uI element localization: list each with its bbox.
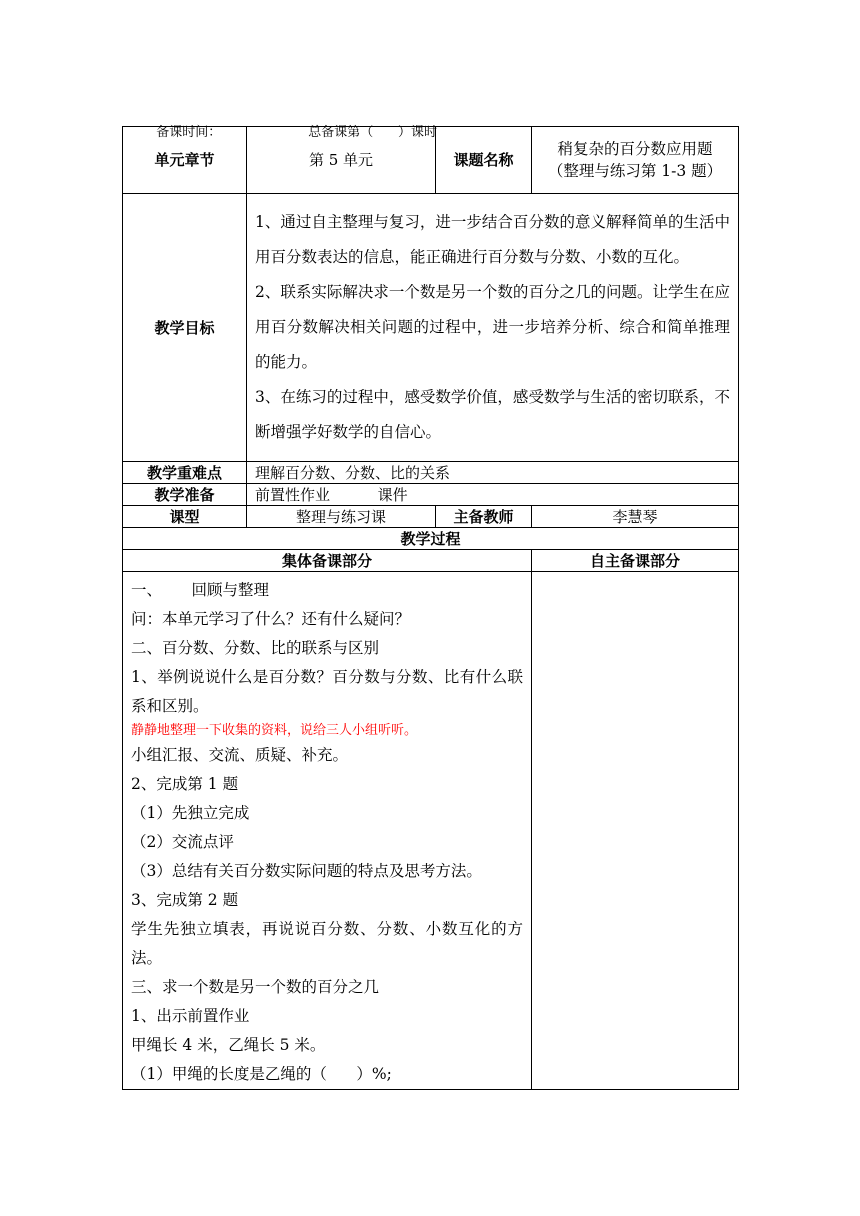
preparation-value: 前置性作业 课件 xyxy=(247,484,739,506)
process-line: 二、百分数、分数、比的联系与区别 xyxy=(131,639,380,657)
topic-value-line2: （整理与练习第 1-3 题） xyxy=(547,162,723,180)
process-line: 1、举例说说什么是百分数？百分数与分数、比有什么联系和区别。 xyxy=(131,668,523,715)
goal-item-3: 3、在练习的过程中，感受数学价值，感受数学与生活的密切联系，不断增强学好数学的自信心。 xyxy=(255,388,730,441)
goal-item-2: 2、联系实际解决求一个数是另一个数的百分之几的问题。让学生在应用百分数解决相关问题的过程中，进一步培养分析、综合和简单推理的能力。 xyxy=(255,283,730,371)
process-line: 1、出示前置作业 xyxy=(131,1007,250,1025)
info-row xyxy=(123,127,739,194)
goals-content xyxy=(247,194,739,462)
key-points-value: 理解百分数、分数、比的关系 xyxy=(247,462,739,484)
preparation-row xyxy=(123,484,739,506)
process-line: 三、求一个数是另一个数的百分之几 xyxy=(131,978,380,996)
lesson-type-value: 整理与练习课 xyxy=(247,506,436,528)
process-title: 教学过程 xyxy=(123,528,739,550)
process-line: 问：本单元学习了什么？还有什么疑问？ xyxy=(131,610,411,628)
preparation-label: 教学准备 xyxy=(123,484,247,506)
lesson-plan-table xyxy=(122,126,739,1090)
process-columns-row xyxy=(123,550,739,572)
process-line: 3、完成第 2 题 xyxy=(131,891,239,909)
collective-prep-content xyxy=(123,572,532,1090)
goals-row xyxy=(123,194,739,462)
goals-label: 教学目标 xyxy=(123,194,247,462)
prep-time-label: 备课时间： xyxy=(156,125,222,140)
process-content-row xyxy=(123,572,739,1090)
lesson-type-label: 课型 xyxy=(123,506,247,528)
self-prep-header: 自主备课部分 xyxy=(532,550,739,572)
self-prep-content xyxy=(532,572,739,1090)
process-title-row xyxy=(123,528,739,550)
process-line: 2、完成第 1 题 xyxy=(131,775,239,793)
process-line-highlight: 静静地整理一下收集的资料，说给三人小组听听。 xyxy=(131,723,418,738)
total-lesson-label: 总备课第（ ）课时 xyxy=(308,125,438,140)
topic-value xyxy=(532,127,739,194)
goal-item-1: 1、通过自主整理与复习，进一步结合百分数的意义解释简单的生活中用百分数表达的信息，能正确进行百分数与分数、小数的互化。 xyxy=(255,213,730,266)
key-points-label: 教学重难点 xyxy=(123,462,247,484)
process-line: 甲绳长 4 米，乙绳长 5 米。 xyxy=(131,1036,326,1054)
process-line: 学生先独立填表，再说说百分数、分数、小数互化的方法。 xyxy=(131,920,523,967)
chapter-value: 第 5 单元 xyxy=(247,127,436,194)
process-line: 一、 回顾与整理 xyxy=(131,581,270,599)
process-line: （3）总结有关百分数实际问题的特点及思考方法。 xyxy=(131,862,482,880)
process-line: 小组汇报、交流、质疑、补充。 xyxy=(131,746,349,764)
collective-prep-header: 集体备课部分 xyxy=(123,550,532,572)
topic-label: 课题名称 xyxy=(436,127,532,194)
process-line: （1）甲绳的长度是乙绳的（ ）%; xyxy=(131,1065,392,1083)
process-line: （1）先独立完成 xyxy=(131,804,250,822)
teacher-value: 李慧琴 xyxy=(532,506,739,528)
lesson-type-row xyxy=(123,506,739,528)
process-line: （2）交流点评 xyxy=(131,833,234,851)
key-points-row xyxy=(123,462,739,484)
chapter-label: 单元章节 xyxy=(123,127,247,194)
topic-value-line1: 稍复杂的百分数应用题 xyxy=(557,140,713,158)
teacher-label: 主备教师 xyxy=(436,506,532,528)
